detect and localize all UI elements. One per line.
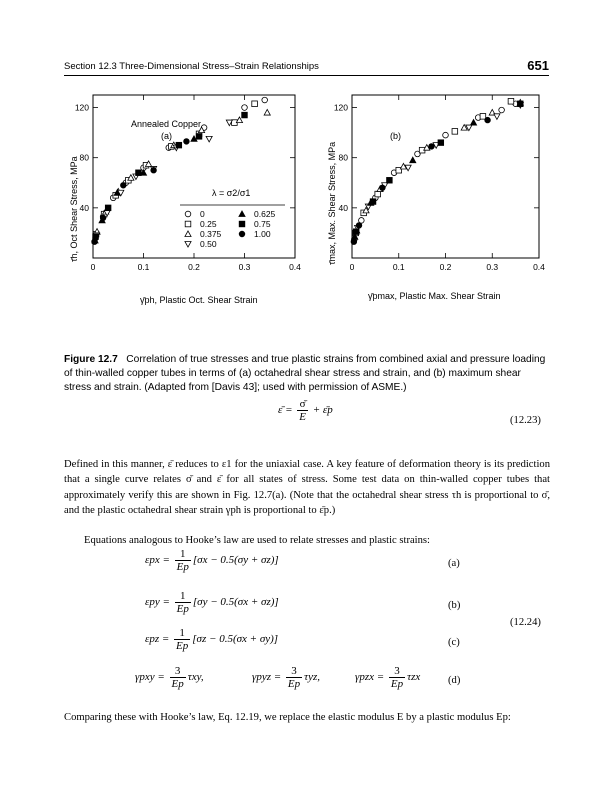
panel-a-point-square-filled bbox=[105, 205, 111, 211]
legend-title: λ = σ2/σ1 bbox=[212, 188, 251, 198]
panel-a-label: (a) bbox=[161, 131, 172, 141]
panel-a-ytick-label: 80 bbox=[79, 152, 89, 163]
panel-a-xtick-label: 0.2 bbox=[188, 262, 200, 272]
panel-b-point-circle-open bbox=[499, 107, 505, 113]
eq-d1-num: 3 bbox=[170, 665, 186, 678]
eq-d2-den: Ep bbox=[287, 678, 301, 690]
eq-d3-num: 3 bbox=[389, 665, 405, 678]
eq-c-den: Ep bbox=[176, 640, 189, 652]
panel-a-xtick-label: 0.3 bbox=[238, 262, 251, 272]
panel-b-ytick-label: 80 bbox=[338, 152, 348, 163]
panel-a-ytick-label: 40 bbox=[79, 202, 89, 213]
eq-d2-rhs: τyz, bbox=[304, 671, 321, 684]
eq-a-den: Ep bbox=[176, 561, 189, 573]
legend-marker-triangle-up-open bbox=[185, 231, 191, 237]
eq-b-num: 1 bbox=[175, 590, 191, 603]
panel-a-point-square-filled bbox=[136, 170, 142, 176]
panel-b-point-circle-filled bbox=[351, 239, 357, 245]
legend-label: 0.625 bbox=[254, 209, 276, 219]
panel-b-label: (b) bbox=[390, 131, 401, 141]
legend-marker-triangle-down-open bbox=[185, 241, 191, 247]
eq-d1-den: Ep bbox=[171, 678, 184, 690]
panel-a-point-triangle-up-open bbox=[264, 109, 270, 115]
figure-caption bbox=[64, 353, 550, 395]
eq-b-rhs: [σy − 0.5(σx + σz)] bbox=[192, 596, 279, 609]
panel-b-point-square-filled bbox=[370, 199, 376, 205]
legend-marker-triangle-up-filled bbox=[239, 211, 245, 217]
panel-a-point-circle-open bbox=[242, 105, 248, 111]
eq-d3-lhs: γpzx = bbox=[355, 671, 387, 684]
panel-b-points bbox=[351, 98, 523, 244]
panel-a-title: Annealed Copper bbox=[131, 119, 202, 129]
paragraph-2: Equations analogous to Hooke’s law are used to relate stresses and plastic strains: bbox=[84, 535, 430, 546]
panel-a-ylabel: τ̄h, Oct Shear Stress, MPa bbox=[69, 156, 79, 262]
panel-b-point-square-filled bbox=[438, 140, 444, 146]
eq-c-num: 1 bbox=[174, 627, 190, 640]
legend-marker-square-filled bbox=[239, 221, 245, 227]
panel-b-point-circle-filled bbox=[429, 144, 435, 150]
equation-12-23 bbox=[278, 398, 333, 423]
caption-label: Figure 12.7 bbox=[64, 354, 118, 365]
panel-b-point-square-filled bbox=[518, 101, 524, 107]
eq-12-23-den: E bbox=[299, 411, 306, 423]
legend bbox=[180, 188, 285, 249]
panel-a-point-circle-filled bbox=[184, 139, 190, 145]
legend-label: 0.375 bbox=[200, 229, 222, 239]
panel-b-point-triangle-up-filled bbox=[410, 157, 416, 163]
panel-b-xlabel: γ̄pmax, Plastic Max. Shear Strain bbox=[368, 291, 501, 301]
paragraph-3: Comparing these with Hooke’s law, Eq. 12.19, we replace the elastic modulus E by a plastic modulus Ep: bbox=[64, 712, 511, 723]
panel-b-frame bbox=[352, 95, 539, 258]
eq-12-23-number: (12.23) bbox=[510, 415, 541, 426]
panel-a-point-square-open bbox=[252, 101, 258, 107]
equation-12-24a bbox=[145, 548, 279, 573]
panel-a bbox=[69, 95, 301, 305]
eq-d1-rhs: τxy, bbox=[187, 671, 204, 684]
equation-12-24d2 bbox=[252, 665, 320, 690]
legend-label: 0.75 bbox=[254, 219, 271, 229]
legend-label: 0.25 bbox=[200, 219, 217, 229]
panel-a-ytick-label: 120 bbox=[74, 102, 89, 113]
panel-a-point-triangle-down-open bbox=[206, 136, 212, 142]
panel-a-xtick-label: 0.4 bbox=[289, 262, 301, 272]
equation-12-24b bbox=[145, 590, 279, 615]
panel-b-ytick-label: 120 bbox=[333, 102, 348, 113]
panel-b-axes bbox=[334, 95, 545, 272]
panel-b-point-square-open bbox=[480, 114, 486, 120]
eq-a-rhs: [σx − 0.5(σy + σz)] bbox=[192, 554, 279, 567]
eq-d2-lhs: γpyz = bbox=[252, 671, 284, 684]
panel-b-ylabel: τ̄max, Max. Shear Stress, MPa bbox=[327, 141, 337, 265]
panel-b-point-circle-open bbox=[443, 132, 449, 138]
panel-b-point-triangle-up-filled bbox=[470, 120, 476, 126]
panel-a-point-circle-filled bbox=[92, 239, 98, 245]
eq-12-23-rhs: + ε̄p bbox=[310, 404, 333, 417]
panel-a-xtick-label: 0.1 bbox=[137, 262, 150, 272]
legend-label: 1.00 bbox=[254, 229, 271, 239]
panel-b-point-square-filled bbox=[353, 229, 359, 235]
caption-text: Correlation of true stresses and true plastic strains from combined axial and pressure loading of thin-walled copper tubes in terms of (a) octahedral shear stress and strain, and (b) maximum shear stress and strain. (Adapted from [Davis 43]; used with permission of ASME.) bbox=[64, 354, 546, 393]
panel-b-point-triangle-down-open bbox=[494, 114, 500, 120]
panel-b-xtick-label: 0.4 bbox=[533, 262, 545, 272]
panel-b-xtick-label: 0.1 bbox=[392, 262, 405, 272]
panel-b-ytick-label: 40 bbox=[338, 202, 348, 213]
section-title: Section 12.3 Three-Dimensional Stress–Strain Relationships bbox=[64, 61, 319, 72]
eq-d3-den: Ep bbox=[390, 678, 404, 690]
panel-b-point-square-open bbox=[508, 98, 514, 104]
legend-marker-circle-open bbox=[185, 211, 191, 217]
panel-a-point-circle-filled bbox=[151, 167, 157, 173]
eq-a-lhs: εpx = bbox=[145, 554, 173, 567]
panel-a-point-square-filled bbox=[176, 142, 182, 148]
eq-b-tag: (b) bbox=[448, 600, 461, 611]
equation-12-24d3 bbox=[355, 665, 420, 690]
legend-label: 0.50 bbox=[200, 239, 217, 249]
eq-b-den: Ep bbox=[176, 603, 189, 615]
panel-b-point-square-open bbox=[375, 191, 381, 197]
panel-a-xtick-label: 0 bbox=[90, 262, 96, 272]
eq-12-23-lhs: ε̄ = bbox=[278, 404, 296, 417]
panel-b-point-circle-filled bbox=[356, 223, 362, 229]
panel-b bbox=[327, 95, 545, 301]
panel-b-point-square-filled bbox=[387, 177, 393, 183]
panel-b-xtick-label: 0.3 bbox=[486, 262, 499, 272]
panel-a-point-square-filled bbox=[196, 134, 202, 140]
panel-b-xtick-label: 0.2 bbox=[439, 262, 452, 272]
panel-b-xtick-label: 0 bbox=[349, 262, 355, 272]
figure-12-7 bbox=[0, 0, 613, 340]
panel-a-xlabel: γ̄ph, Plastic Oct. Shear Strain bbox=[140, 295, 258, 305]
eq-c-lhs: εpz = bbox=[145, 633, 173, 646]
legend-marker-square-open bbox=[185, 221, 191, 227]
page-number: 651 bbox=[527, 58, 549, 73]
panel-a-point-square-filled bbox=[242, 112, 248, 118]
equation-12-24d1 bbox=[135, 665, 204, 690]
eq-d2-num: 3 bbox=[286, 665, 302, 678]
eq-12-23-num: σ̄ bbox=[297, 398, 308, 411]
eq-b-lhs: εpy = bbox=[145, 596, 173, 609]
eq-c-rhs: [σz − 0.5(σx + σy)] bbox=[192, 633, 279, 646]
panel-a-point-circle-open bbox=[262, 97, 268, 103]
panel-b-point-circle-filled bbox=[380, 185, 386, 191]
panel-a-point-circle-filled bbox=[100, 215, 106, 221]
eq-a-tag: (a) bbox=[448, 558, 460, 569]
panel-b-point-square-open bbox=[452, 129, 458, 135]
eq-d-tag: (d) bbox=[448, 675, 461, 686]
eq-d1-lhs: γpxy = bbox=[135, 671, 168, 684]
eq-a-num: 1 bbox=[175, 548, 191, 561]
paragraph-1: Defined in this manner, ε̄ reduces to ε1 for the uniaxial case. A key feature of deformation theory is its prediction that a single curve relates σ̄ and ε̄ for all states of stress. Some test data on thin-walled copper tubes that approximately verify this are shown in Fig. 12.7(a). (Note that the octahedral shear stress τh is proportional to σ̄, and the plastic octahedral shear strain γph is proportional to ε̄p.) bbox=[64, 459, 550, 516]
legend-marker-circle-filled bbox=[239, 231, 245, 237]
equation-12-24c bbox=[145, 627, 278, 652]
panel-a-point-circle-filled bbox=[121, 182, 127, 188]
eq-d3-rhs: τzx bbox=[407, 671, 421, 684]
eq-12-24-number: (12.24) bbox=[510, 617, 541, 628]
panel-b-point-circle-filled bbox=[485, 117, 491, 123]
eq-c-tag: (c) bbox=[448, 637, 460, 648]
legend-label: 0 bbox=[200, 209, 205, 219]
